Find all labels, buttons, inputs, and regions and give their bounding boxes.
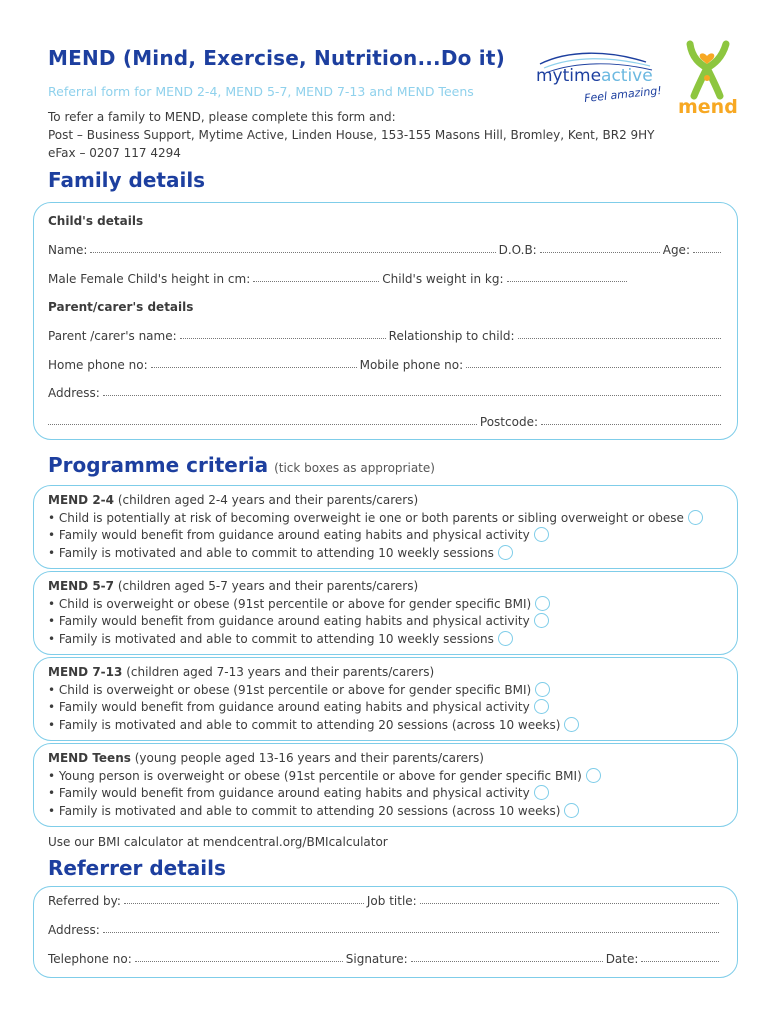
- referrer-address-label: Address:: [48, 923, 100, 937]
- postcode-label: Postcode:: [479, 415, 538, 429]
- intro-line: eFax – 0207 117 4294: [48, 146, 181, 160]
- page-subtitle: Referral form for MEND 2-4, MEND 5-7, MEND 7-13 and MEND Teens: [48, 84, 474, 99]
- weight-label: Child's weight in kg:: [382, 272, 504, 286]
- tick-circle[interactable]: [688, 510, 703, 525]
- date-field[interactable]: [641, 952, 719, 962]
- address-field[interactable]: [103, 386, 721, 396]
- group-desc: (young people aged 13-16 years and their parents/carers): [134, 751, 484, 765]
- child-details-heading: Child's details: [48, 214, 144, 228]
- signature-label: Signature:: [345, 952, 408, 966]
- group-name: MEND 2-4: [48, 493, 114, 507]
- criterion-text: • Young person is overweight or obese (91st percentile or above for gender specific BMI): [48, 768, 582, 783]
- criterion-text: • Family is motivated and able to commit to attending 10 weekly sessions: [48, 631, 494, 646]
- address-row: [48, 386, 724, 400]
- relationship-field[interactable]: [518, 329, 721, 339]
- group-name: MEND Teens: [48, 751, 131, 765]
- criterion-text: • Family is motivated and able to commit to attending 20 sessions (across 10 weeks): [48, 717, 561, 732]
- telephone-label: Telephone no:: [48, 952, 132, 966]
- date-label: Date:: [605, 952, 639, 966]
- mend-teens-criteria: [48, 750, 601, 820]
- child-name-row: [48, 243, 724, 257]
- criterion-text: • Family would benefit from guidance around eating habits and physical activity: [48, 528, 530, 542]
- address-line-2-field[interactable]: [48, 415, 477, 425]
- referrer-address-field[interactable]: [103, 923, 719, 933]
- sex-options[interactable]: Male Female: [48, 272, 124, 286]
- intro-line: Post – Business Support, Mytime Active, Linden House, 153-155 Masons Hill, Bromley, Kent, BR2 9HY: [48, 128, 655, 142]
- referred-by-field[interactable]: [124, 894, 364, 904]
- address-label: Address:: [48, 386, 100, 400]
- referrer-details-heading: Referrer details: [48, 856, 226, 880]
- job-title-label: Job title:: [366, 894, 417, 908]
- tick-circle[interactable]: [564, 803, 579, 818]
- mend-logo: [676, 38, 738, 120]
- mytimeactive-tagline: Feel amazing!: [583, 83, 663, 106]
- tick-circle[interactable]: [586, 768, 601, 783]
- tick-circle[interactable]: [564, 717, 579, 732]
- home-phone-label: Home phone no:: [48, 358, 148, 372]
- dob-field[interactable]: [540, 243, 660, 253]
- tick-circle[interactable]: [534, 699, 549, 714]
- postcode-row: [48, 415, 724, 429]
- programme-heading-note: (tick boxes as appropriate): [274, 461, 435, 475]
- mend-figure-icon: [676, 38, 738, 100]
- programme-heading-text: Programme criteria: [48, 453, 269, 477]
- criterion-text: • Family would benefit from guidance around eating habits and physical activity: [48, 786, 530, 800]
- parent-name-label: Parent /carer's name:: [48, 329, 177, 343]
- tick-circle[interactable]: [535, 596, 550, 611]
- mytimeactive-wordmark: mytimeactive: [536, 66, 653, 86]
- height-label: Child's height in cm:: [127, 272, 251, 286]
- referred-by-label: Referred by:: [48, 894, 121, 908]
- referrer-address-row: [48, 923, 722, 937]
- telephone-field[interactable]: [135, 952, 343, 962]
- dob-label: D.O.B:: [498, 243, 537, 257]
- name-field[interactable]: [90, 243, 495, 253]
- criterion-text: • Child is potentially at risk of becoming overweight ie one or both parents or sibling overweight or obese: [48, 510, 684, 525]
- relationship-label: Relationship to child:: [388, 329, 515, 343]
- mend-5-7-criteria: [48, 578, 550, 648]
- mobile-phone-field[interactable]: [466, 358, 721, 368]
- group-name: MEND 7-13: [48, 665, 123, 679]
- bmi-calculator-note: Use our BMI calculator at mendcentral.org/BMIcalculator: [48, 835, 388, 849]
- criterion-text: • Family would benefit from guidance around eating habits and physical activity: [48, 700, 530, 714]
- mend-7-13-criteria: [48, 664, 579, 734]
- tick-circle[interactable]: [535, 682, 550, 697]
- criterion-text: • Family is motivated and able to commit to attending 10 weekly sessions: [48, 545, 494, 560]
- programme-criteria-heading: [48, 453, 435, 477]
- criterion-text: • Family is motivated and able to commit to attending 20 sessions (across 10 weeks): [48, 803, 561, 818]
- family-details-box: [33, 202, 738, 440]
- group-desc: (children aged 7-13 years and their parents/carers): [126, 665, 435, 679]
- age-label: Age:: [662, 243, 690, 257]
- criterion-text: • Family would benefit from guidance around eating habits and physical activity: [48, 614, 530, 628]
- tick-circle[interactable]: [534, 527, 549, 542]
- parent-name-row: [48, 329, 724, 343]
- mend-2-4-criteria: [48, 492, 703, 562]
- job-title-field[interactable]: [420, 894, 719, 904]
- tick-circle[interactable]: [534, 785, 549, 800]
- signature-field[interactable]: [411, 952, 603, 962]
- mend-wordmark: mend: [678, 96, 738, 118]
- tick-circle[interactable]: [498, 631, 513, 646]
- name-label: Name:: [48, 243, 88, 257]
- weight-field[interactable]: [507, 272, 627, 282]
- child-measurements-row: [48, 272, 630, 286]
- intro-line: To refer a family to MEND, please complete this form and:: [48, 110, 396, 124]
- height-field[interactable]: [253, 272, 379, 282]
- group-desc: (children aged 2-4 years and their parents/carers): [117, 493, 419, 507]
- parent-name-field[interactable]: [180, 329, 386, 339]
- family-details-heading: Family details: [48, 168, 206, 192]
- mytimeactive-logo: [528, 48, 663, 110]
- home-phone-field[interactable]: [151, 358, 357, 368]
- page-title: MEND (Mind, Exercise, Nutrition...Do it): [48, 46, 505, 70]
- tick-circle[interactable]: [498, 545, 513, 560]
- parent-details-heading: Parent/carer's details: [48, 300, 194, 314]
- telephone-row: [48, 952, 722, 966]
- criterion-text: • Child is overweight or obese (91st percentile or above for gender specific BMI): [48, 596, 532, 611]
- postcode-field[interactable]: [541, 415, 721, 425]
- mobile-phone-label: Mobile phone no:: [359, 358, 464, 372]
- referred-by-row: [48, 894, 722, 908]
- group-desc: (children aged 5-7 years and their parents/carers): [117, 579, 419, 593]
- tick-circle[interactable]: [534, 613, 549, 628]
- criterion-text: • Child is overweight or obese (91st percentile or above for gender specific BMI): [48, 682, 532, 697]
- age-field[interactable]: [693, 243, 721, 253]
- intro-text: [48, 108, 655, 162]
- group-name: MEND 5-7: [48, 579, 114, 593]
- phone-row: [48, 358, 724, 372]
